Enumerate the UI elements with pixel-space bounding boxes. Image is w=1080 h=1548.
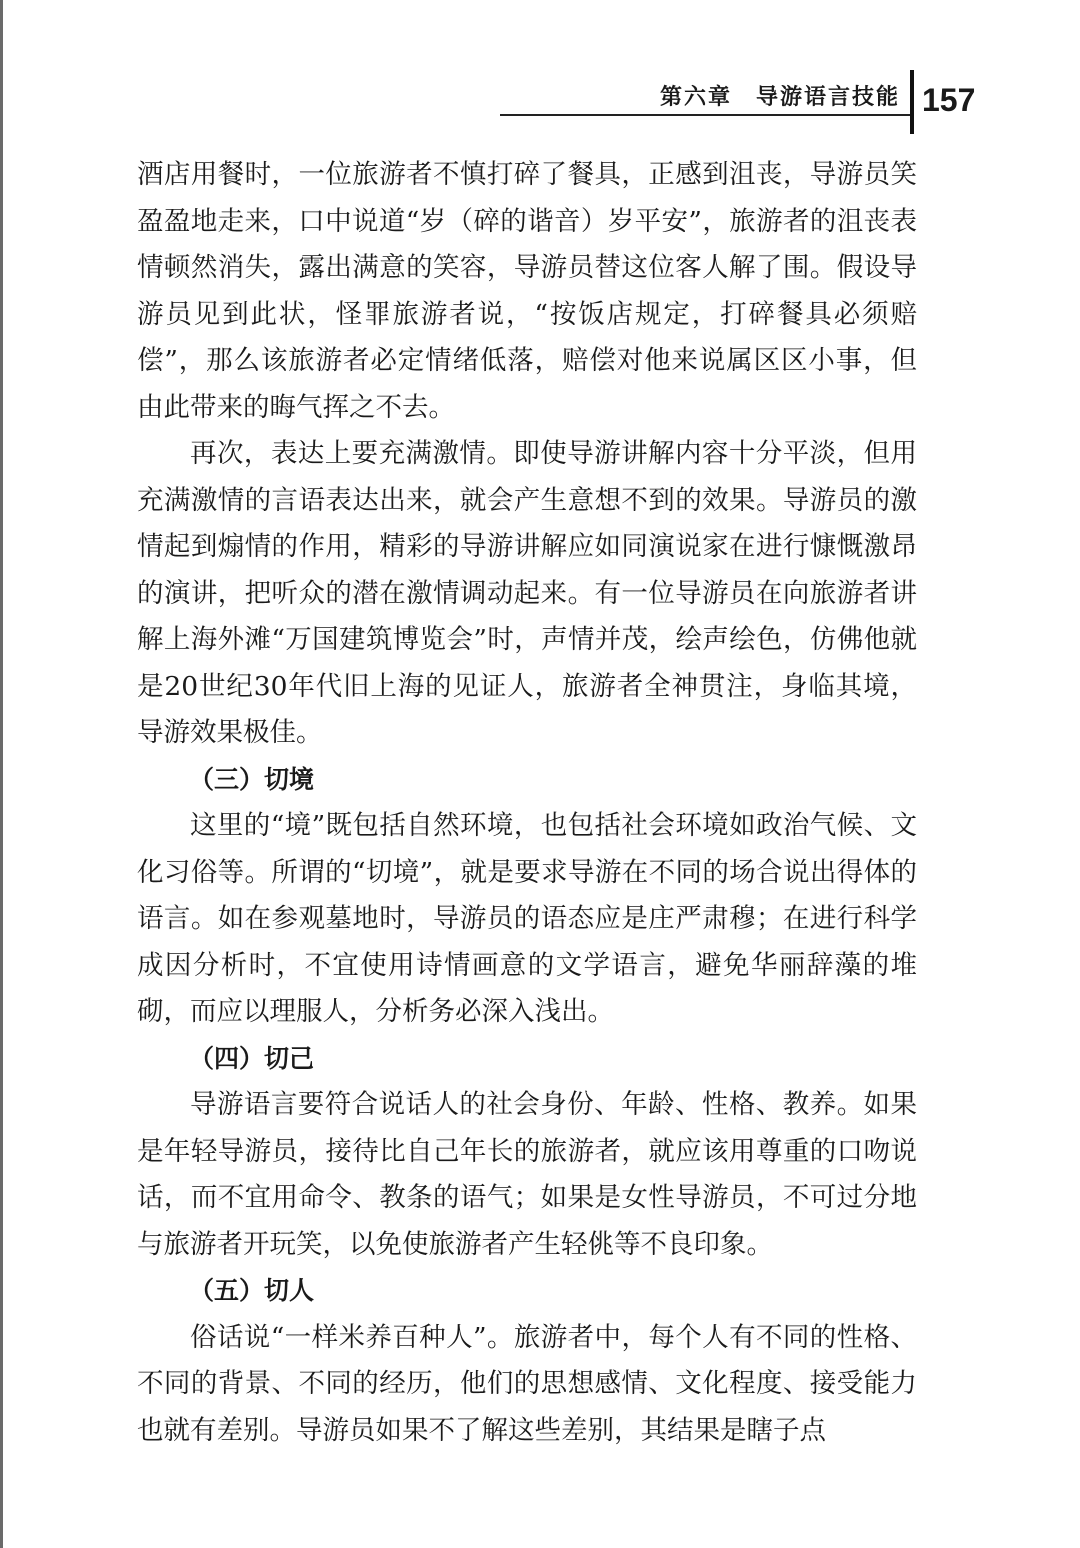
paragraph: 俗话说“一样米养百种人”。旅游者中，每个人有不同的性格、不同的背景、不同的经历，他们的思想感情、文化程度、接受能力也就有差别。导游员如果不了解这些差别，其结果是瞎子点 [137, 1321, 917, 1446]
section-heading: （五）切人 [189, 1276, 315, 1305]
body-text [137, 152, 917, 1454]
paragraph: 再次，表达上要充满激情。即使导游讲解内容十分平淡，但用充满激情的言语表达出来，就会产生意想不到的效果。导游员的激情起到煽情的作用，精彩的导游讲解应如同演说家在进行慷慨激昂的演讲，把听众的潜在激情调动起来。有一位导游员在向旅游者讲解上海外滩“万国建筑博览会”时，声情并茂，绘声绘色，仿佛他就是20世纪30年代旧上海的见证人，旅游者全神贯注，身临其境，导游效果极佳。 [137, 438, 917, 748]
paragraph: 这里的“境”既包括自然环境，也包括社会环境如政治气候、文化习俗等。所谓的“切境”，就是要求导游在不同的场合说出得体的语言。如在参观墓地时，导游员的语态应是庄严肃穆；在进行科学成因分析时，不宜使用诗情画意的文学语言，避免华丽辞藻的堆砌，而应以理服人，分析务必深入浅出。 [137, 810, 917, 1027]
section-heading: （三）切境 [189, 764, 315, 794]
header-rule [500, 114, 912, 116]
page-number: 157 [922, 82, 976, 118]
header-divider [910, 70, 914, 134]
page-edge [0, 0, 3, 1548]
running-header [500, 68, 980, 140]
paragraph: 酒店用餐时，一位旅游者不慎打碎了餐具，正感到沮丧，导游员笑盈盈地走来，口中说道“岁（碎的谐音）岁平安”，旅游者的沮丧表情顿然消失，露出满意的笑容，导游员替这位客人解了围。假设导游员见到此状，怪罪旅游者说，“按饭店规定，打碎餐具必须赔偿”，那么该旅游者必定情绪低落，赔偿对他来说属区区小事，但由此带来的晦气挥之不去。 [137, 159, 917, 423]
section-heading: （四）切己 [189, 1043, 315, 1073]
chapter-title: 第六章 导游语言技能 [659, 84, 900, 110]
paragraph: 导游语言要符合说话人的社会身份、年龄、性格、教养。如果是年轻导游员，接待比自己年长的旅游者，就应该用尊重的口吻说话，而不宜用命令、教条的语气；如果是女性导游员，不可过分地与旅游者开玩笑，以免使旅游者产生轻佻等不良印象。 [137, 1089, 917, 1260]
